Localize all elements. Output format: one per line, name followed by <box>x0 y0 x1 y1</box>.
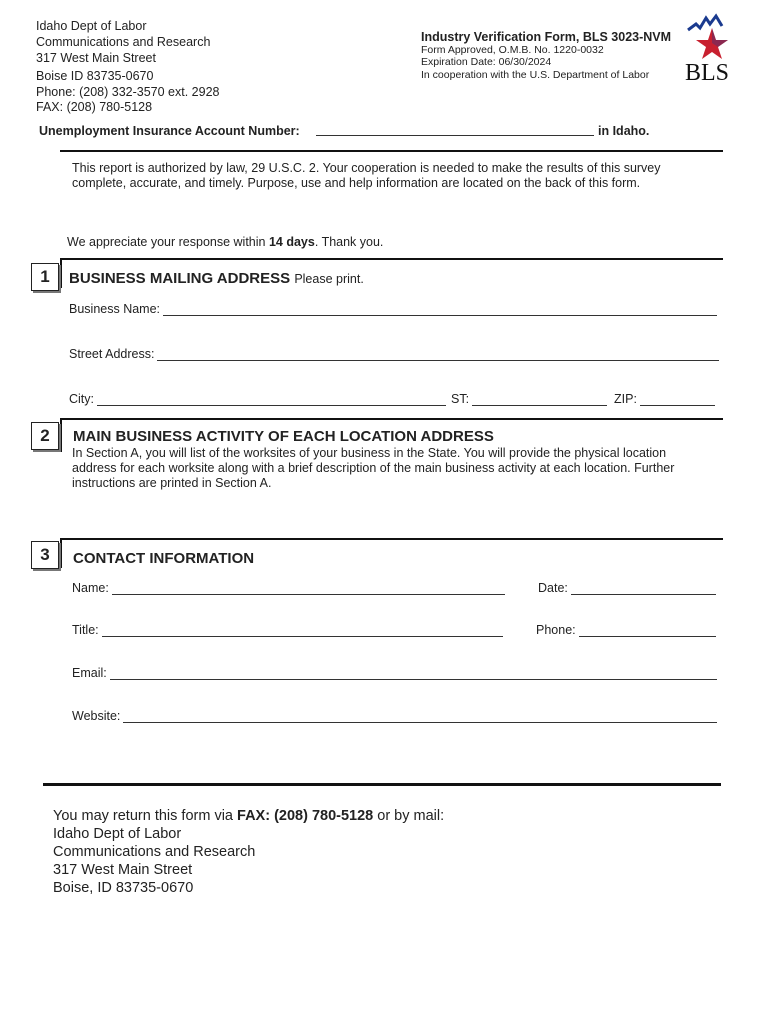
bls-logo-text: BLS <box>685 60 730 86</box>
section1-divider <box>60 258 723 260</box>
divider <box>60 150 723 152</box>
section1-title <box>69 270 364 287</box>
state-field[interactable] <box>451 392 607 406</box>
return-street: 317 West Main Street <box>53 862 193 878</box>
agency-division: Communications and Research <box>36 35 211 49</box>
return-prefix: You may return this form via <box>53 808 238 824</box>
return-instructions <box>53 807 444 825</box>
city-label: City: <box>69 392 94 406</box>
appreciation-days: 14 days <box>268 235 315 249</box>
street-address-field[interactable] <box>69 347 719 361</box>
contact-website-field[interactable] <box>72 709 717 723</box>
contact-website-label: Website: <box>72 709 121 723</box>
form-title: Industry Verification Form, BLS 3023-NVM <box>421 30 672 44</box>
business-name-field[interactable] <box>69 302 717 316</box>
return-division: Communications and Research <box>53 844 256 860</box>
return-suffix: or by mail: <box>373 808 445 824</box>
business-name-label: Business Name: <box>69 302 161 316</box>
bls-logo <box>682 12 742 88</box>
agency-street: 317 West Main Street <box>36 51 156 65</box>
agency-city: Boise ID 83735-0670 <box>36 69 154 83</box>
return-fax: FAX: (208) 780-5128 <box>237 808 374 824</box>
agency-name: Idaho Dept of Labor <box>36 19 147 33</box>
form-approval: Form Approved, O.M.B. No. 1220-0032 <box>421 44 604 56</box>
section3-title: CONTACT INFORMATION <box>73 550 255 567</box>
section1-number: 1 <box>31 263 59 291</box>
form-expiration: Expiration Date: 06/30/2024 <box>421 56 552 68</box>
authority-text: This report is authorized by law, 29 U.S.C. 2. Your cooperation is needed to make the results of this survey complete, accurate, and timely. Purpose, use and help information are located on the back of this form. <box>72 161 661 190</box>
contact-date-field[interactable] <box>538 581 716 595</box>
return-agency: Idaho Dept of Labor <box>53 826 182 842</box>
street-address-label: Street Address: <box>69 347 155 361</box>
agency-phone: Phone: (208) 332-3570 ext. 2928 <box>36 85 220 99</box>
section2-bracket <box>60 418 62 452</box>
zip-label: ZIP: <box>614 392 637 406</box>
section2-text: In Section A, you will list of the worksites of your business in the State. You will provide the physical location address for each worksite along with a brief description of the main business activity at each location. Further instructions are printed in Section A. <box>72 446 675 490</box>
contact-name-label: Name: <box>72 581 109 595</box>
state-label: ST: <box>451 392 470 406</box>
form-cooperation: In cooperation with the U.S. Department of Labor <box>421 69 650 81</box>
contact-date-label: Date: <box>538 581 568 595</box>
appreciation-prefix: We appreciate your response within <box>67 235 269 249</box>
ui-account-suffix: in Idaho. <box>598 124 650 138</box>
appreciation-text <box>67 235 383 249</box>
section2-number: 2 <box>31 422 59 450</box>
section3-divider <box>60 538 723 540</box>
section1-title-text: BUSINESS MAILING ADDRESS <box>69 270 291 287</box>
city-field[interactable] <box>69 392 446 406</box>
section3-bracket <box>60 538 62 568</box>
zip-field[interactable] <box>614 392 715 406</box>
footer-divider <box>43 783 721 786</box>
contact-name-field[interactable] <box>72 581 505 595</box>
section3-number: 3 <box>31 541 59 569</box>
ui-account-input[interactable] <box>316 123 594 136</box>
return-city: Boise, ID 83735-0670 <box>53 880 194 896</box>
contact-title-field[interactable] <box>72 623 503 637</box>
contact-email-label: Email: <box>72 666 107 680</box>
section1-bracket <box>60 258 62 288</box>
contact-phone-field[interactable] <box>536 623 716 637</box>
agency-fax: FAX: (208) 780-5128 <box>36 100 153 114</box>
ui-account-label: Unemployment Insurance Account Number: <box>39 124 300 138</box>
appreciation-suffix: . Thank you. <box>314 235 384 249</box>
contact-title-label: Title: <box>72 623 99 637</box>
contact-phone-label: Phone: <box>536 623 576 637</box>
contact-email-field[interactable] <box>72 666 717 680</box>
section1-note: Please print. <box>294 272 364 286</box>
section2-divider <box>60 418 723 420</box>
section2-title: MAIN BUSINESS ACTIVITY OF EACH LOCATION ADDRESS <box>73 428 494 445</box>
bls-star-icon <box>682 12 742 62</box>
